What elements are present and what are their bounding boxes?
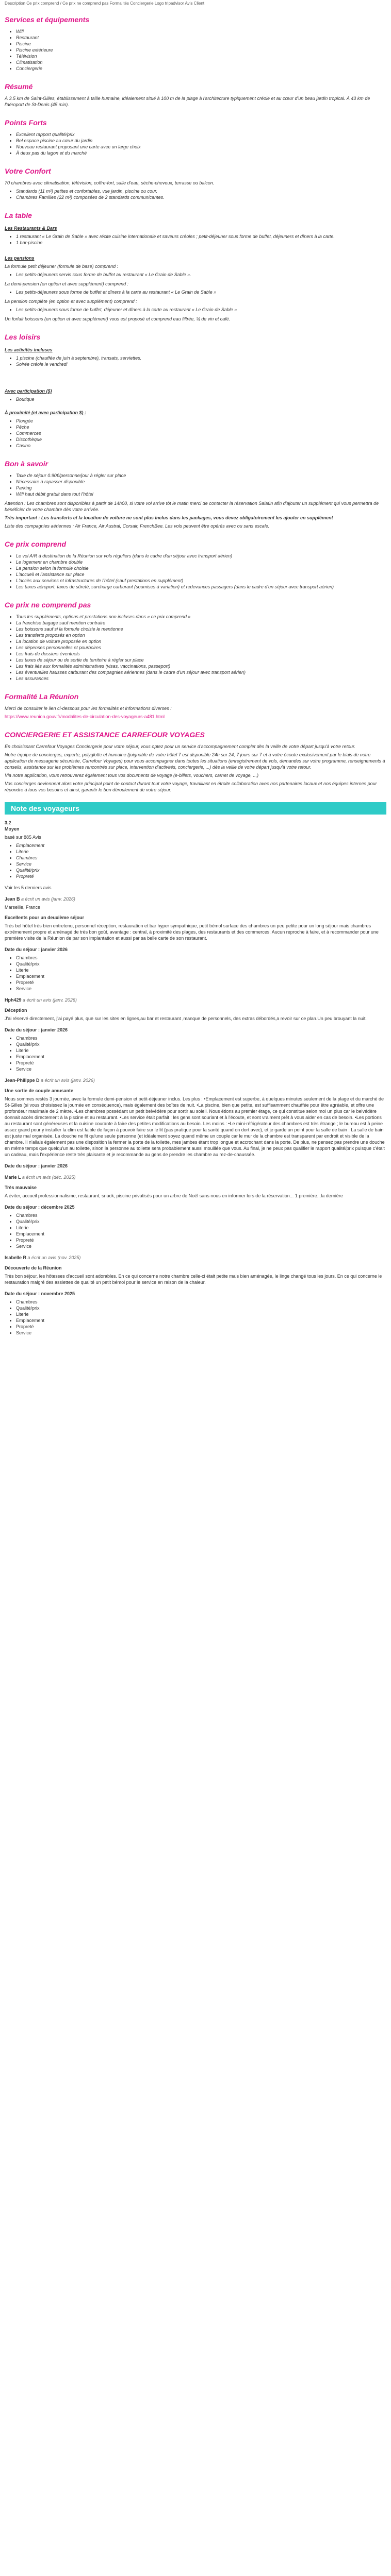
review-text: Très bel hôtel très bien entretenu, personnel réception, restauration et bar hyper sympathique, petit bémol surface des chambres un peu petite pour un long séjour mais chambres extrêmement propre et aménagé de très bon goût, avantage : central, à proximité des plages, des restaurants et des commerces. Aucun reproche à faire, et à recommander pour une première visite de la Réunion de par son implantation et aussi par sa belle carte de son restaurant. — [5, 923, 379, 941]
loisirs-title: Les loisirs — [5, 333, 41, 341]
review-title: Une sortie de couple amusante — [5, 1088, 74, 1093]
review-text: Nous sommes restés 3 journée, avec la formule demi-pension et petit-déjeuner inclus. Les plus : •Emplacement est superbe, à quelques minutes seulement de la plage et du marché de St-Gilles (si vous choisissez la journée en conséquence), mais également des boîtes de nuit. •La piscine, bien que petite, est suffisamment chauffée pour être agréable, et offre une profondeur maximale de 2 mètre. •Les chambres possédant un petit belvédère pour sortir au soleil. Nous étions au premier étage, ce qui constitue selon moi un plus car le belvédère donnait accès directement à la piscine et au restaurant. •Les service était parfait : les gens sont souriant et à l'écoute, et sont vraiment prêt à vous aider en cas de besoin. •Les portions au restaurant sont généreuses et la cuisine courante à faire des petites modifications au besoin. Les moins : •Le mini-réfrigérateur des chambres est très étrange ; le bureau est à peine assez grand pour y installer la clim est faible de façon à pouvoir faire sur le lit (pas pratique pour la santé quand on dort avec), et je garde un point pour la salle de bain : La salle de bain est juste mal organisée. La douche ne fit qu'une seule personne (et idéalement soyez quand même un couple car le mur de la chambre est transparent par endroit et visible de la chambre. Il n'allais également pas une disposition la fermer la porte de la toilette, mes jambes étant trop longue et accrochant dans la porte. De plus, ne pensez pas prendre une douche en même temps que quelqu'un au toilette, sinon la personne au toilette sera probablement aussi mouillée que vous. Au final, je ne peux pas qualifier le rapport qualité/prix puisque c'était un cadeau, mais l'expérience reste très plaisante et je recommande au gens de prendre les chambre au rez-de-chaussée. — [5, 1096, 385, 1157]
review-author-line — [5, 1174, 386, 1180]
list-item: • Service — [16, 1243, 386, 1249]
list-item: • Conciergerie — [16, 65, 386, 72]
loisirs-included-list — [5, 355, 386, 367]
pension-p2-list — [5, 289, 386, 295]
list-item: • Qualité/prix — [16, 1305, 386, 1311]
list-item: • Les petits-déjeuners sous forme de buffet et dîners à la carte au restaurant « Le Grain de Sable » — [16, 289, 386, 295]
review-text: A éviter, accueil professionnalisme, restaurant, snack, piscine privatisés pour un arbre de Noël sans nous en informer lors de la réservation... 1 première...la dernière — [5, 1193, 343, 1198]
concierge-title: CONCIERGERIE ET ASSISTANCE CARREFOUR VOYAGES — [5, 731, 205, 739]
review-date: a écrit un avis (janv. 2026) — [21, 896, 75, 902]
bon-section — [5, 459, 386, 529]
list-item: • Excellent rapport qualité/prix — [16, 131, 386, 138]
list-item: • Propreté — [16, 873, 386, 879]
comprend-title: Ce prix comprend — [5, 540, 67, 548]
review-criteria — [5, 1035, 386, 1072]
comprend-section — [5, 539, 386, 590]
resume-section — [5, 82, 386, 108]
review-card — [5, 896, 386, 992]
list-item: • Propreté — [16, 1324, 386, 1330]
pension-p3-list — [5, 307, 386, 313]
loisirs-prox-subtitle: À proximité (et avec participation $) : — [5, 410, 87, 415]
pension-note: Un forfait boissons (en option et avec supplément) vous est proposé et comprend eau filtrée, ¼ de vin et café. — [5, 316, 231, 321]
confort-list — [5, 188, 386, 200]
list-item: • Standards (11 m²) petites et confortables, vue jardin, piscine ou cour. — [16, 188, 386, 194]
list-item: • Les transferts proposés en option — [16, 632, 386, 638]
review-stay: Date du séjour : janvier 2026 — [5, 1027, 68, 1032]
list-item: • Emplacement — [16, 973, 386, 979]
resume-text: À 3.5 km de Saint-Gilles, établissement à taille humaine, idéalement situé à 100 m de la plage à l'architecture typiquement créole et au cœur d'un beau jardin tropical. À 43 km de l'aéroport de St-Denis (45 min). — [5, 96, 370, 107]
list-item: • Discothèque — [16, 436, 386, 443]
list-item: • Emplacement — [16, 1317, 386, 1324]
review-author: Isabelle R — [5, 1255, 27, 1260]
list-item: • Literie — [16, 1047, 386, 1054]
list-item: • Chambres — [16, 1299, 386, 1305]
review-list — [5, 896, 386, 1336]
list-item: • L'accès aux services et infrastructures de l'hôtel (sauf prestations en supplément) — [16, 578, 386, 584]
bon-attention: Attention : Les chambres sont disponibles à partir de 14h00, si votre vol arrive tôt le matin merci de contacter la réservation Salaün afin d'ajouter un supplément qui vous permettra de bénéficier de votre chambre dès votre arrivée. — [5, 501, 379, 512]
review-date: a écrit un avis (nov. 2025) — [27, 1255, 81, 1260]
list-item: • À deux pas du lagon et du marché — [16, 150, 386, 156]
review-author: Marie L — [5, 1175, 21, 1180]
comprend-list — [5, 553, 386, 590]
list-item: • Service — [16, 986, 386, 992]
formalite-section — [5, 692, 386, 720]
list-item: • Chambres — [16, 855, 386, 861]
restaurants-list — [5, 233, 386, 246]
list-item: • Soirée créole le vendredi — [16, 361, 386, 367]
list-item: • Pêche — [16, 424, 386, 430]
list-item: • Les frais de dossiers éventuels — [16, 651, 386, 657]
loisirs-included-subtitle: Les activités incluses — [5, 347, 53, 352]
list-item: • Service — [16, 1330, 386, 1336]
review-date: a écrit un avis (déc. 2025) — [22, 1175, 76, 1180]
reviews-header-bar: Note des voyageurs — [5, 802, 386, 815]
list-item: • Télévision — [16, 53, 386, 59]
review-author-line — [5, 1255, 386, 1261]
list-item: • Les taxes aéroport, taxes de sûreté, surcharge carburant (soumises à variation) et redevances passagers (dans le cadre d'un séjour avec transport aérien) — [16, 584, 386, 590]
list-item: • Taxe de séjour 0.90€/personne/jour à régler sur place — [16, 472, 386, 479]
pension-p3: La pension complète (en option et avec supplément) comprend : — [5, 299, 137, 304]
list-item: • Le vol A/R à destination de la Réunion sur vols réguliers (dans le cadre d'un séjour avec transport aérien) — [16, 553, 386, 559]
review-level: Moyen — [5, 826, 20, 832]
list-item: • Piscine extérieure — [16, 47, 386, 53]
loisirs-prox-list — [5, 418, 386, 449]
pas-list — [5, 614, 386, 682]
review-author: Hph429 — [5, 997, 22, 1003]
review-stay: Date du séjour : novembre 2025 — [5, 1291, 75, 1296]
list-item: • 1 bar-piscine — [16, 240, 386, 246]
list-item: • Les boissons sauf si la formule choisie le mentionne — [16, 626, 386, 632]
list-item: • Service — [16, 861, 386, 867]
services-title: Services et équipements — [5, 15, 90, 24]
list-item: • Propreté — [16, 1237, 386, 1243]
list-item: • Emplacement — [16, 1054, 386, 1060]
review-date: a écrit un avis (janv. 2026) — [41, 1078, 95, 1083]
resume-title: Résumé — [5, 82, 33, 91]
review-card — [5, 997, 386, 1072]
review-title: Très mauvaise — [5, 1185, 37, 1190]
pension-p2: La demi-pension (en option et avec supplément) comprend : — [5, 281, 129, 286]
list-item: • Literie — [16, 967, 386, 973]
review-date: a écrit un avis (janv. 2026) — [23, 997, 77, 1003]
review-text: J'ai réservé directement, j'ai payé plus, que sur les sites en lignes,au bar et restaurant ,manque de personnels, des extras débordés,a revoir sur ce plan.Un peu brouyant la nuit. — [5, 1016, 367, 1021]
top-nav-text[interactable]: Description Ce prix comprend / Ce prix ne comprend pas Formalités Conciergerie Logo tripadvisor Avis Client — [5, 1, 205, 6]
list-item: • Boutique — [16, 396, 386, 402]
review-score: 3,2 — [5, 820, 11, 825]
list-item: • Nouveau restaurant proposant une carte avec un large choix — [16, 144, 386, 150]
concierge-p1: En choisissant Carrefour Voyages Conciergerie pour votre séjour, vous optez pour un service d'accompagnement complet dès la veille de votre départ jusqu'à votre retour. — [5, 744, 356, 749]
confort-section — [5, 166, 386, 200]
pas-section — [5, 600, 386, 682]
review-stay: Date du séjour : janvier 2026 — [5, 1163, 68, 1168]
concierge-p3: Via notre application, vous retrouverez également tous vos documents de voyage (e-billets, vouchers, carnet de voyage, ...) — [5, 773, 259, 778]
list-item: • Les dépenses personnelles et pourboires — [16, 645, 386, 651]
list-item: • Qualité/prix — [16, 867, 386, 873]
review-author-line — [5, 997, 386, 1003]
forts-title: Points Forts — [5, 118, 47, 127]
list-item: • Qualité/prix — [16, 1218, 386, 1225]
review-card — [5, 1174, 386, 1249]
pas-title: Ce prix ne comprend pas — [5, 601, 91, 609]
list-item: • 1 piscine (chauffée de juin à septembre), transats, serviettes. — [16, 355, 386, 361]
review-author: Jean B — [5, 896, 20, 902]
list-item: • Emplacement — [16, 1231, 386, 1237]
confort-intro: 70 chambres avec climatisation, télévision, coffre-fort, salle d'eau, sèche-cheveux, terrasse ou balcon. — [5, 180, 215, 185]
list-item: • Qualité/prix — [16, 1041, 386, 1047]
review-stay: Date du séjour : décembre 2025 — [5, 1205, 75, 1210]
list-item: • La pension selon la formule choisie — [16, 565, 386, 571]
criteria-list — [5, 842, 386, 879]
bon-title: Bon à savoir — [5, 460, 48, 468]
review-text: Très bon séjour, les hôtesses d'accueil sont adorables. En ce qui concerne notre chambre celle-ci était petite mais bien aménagée, le linge changé tous les jours. En ce qui concerne le restauration malgré des assiettes de qualité un petit bémol pour le service en raison de la chaleur. — [5, 1274, 382, 1285]
concierge-p2: Notre équipe de concierges, experte, polyglotte et humaine (joignable de votre hôtel 7 est disponible 24h sur 24, 7 jours sur 7 et à votre écoute exclusivement par le biais de notre application de messagerie sécurisée, Carrefour Voyages) pour vous accompagner dans toutes les situations (enregistrement de vols, demandes sur votre programme, renseignements à conseils, assistance sur les problèmes rencontrés sur place, intervention d'activités, conciergerie, ...) dès la veille de votre départ jusqu'à votre retour. — [5, 752, 385, 770]
list-item: • Casino — [16, 443, 386, 449]
list-item: • Propreté — [16, 979, 386, 986]
list-item: • Les petits-déjeuners sous forme de buffet, déjeuner et dîners à la carte au restaurant « Le Grain de Sable » — [16, 307, 386, 313]
list-item: • Parking — [16, 485, 386, 491]
table-section — [5, 211, 386, 322]
table-title: La table — [5, 211, 32, 219]
pension-p1-list — [5, 272, 386, 278]
list-item: • Chambres — [16, 1212, 386, 1218]
review-author-line — [5, 896, 386, 902]
formalite-link[interactable]: https://www.reunion.gouv.fr/modalites-de-circulation-des-voyageurs-a481.html — [5, 714, 165, 719]
list-item: • Chambres Familles (22 m²) composées de 2 standards communicantes. — [16, 194, 386, 200]
restaurants-subtitle: Les Restaurants & Bars — [5, 226, 57, 231]
list-item: • Literie — [16, 1225, 386, 1231]
formalite-text: Merci de consulter le lien ci-dessous pour les formalités et informations diverses : — [5, 706, 172, 711]
loisirs-payant-subtitle: Avec participation ($) — [5, 388, 52, 394]
list-item: • Les éventuelles hausses carburant des compagnies aériennes (dans le cadre d'un séjour avec transport aérien) — [16, 669, 386, 675]
concierge-p4: Vos concierges deviennent alors votre principal point de contact durant tout votre voyage, travaillant en étroite collaboration avec nos partenaires locaux et nos équipes internes pour répondre à tous vos besoins et ainsi, garantir le bon déroulement de votre séjour. — [5, 781, 377, 792]
list-item: • La franchise bagage sauf mention contraire — [16, 620, 386, 626]
review-card — [5, 1255, 386, 1336]
list-item: • Commerces — [16, 430, 386, 436]
list-item: • Restaurant — [16, 35, 386, 41]
forts-list — [5, 131, 386, 156]
list-item: • Bel espace piscine au cœur du jardin — [16, 138, 386, 144]
list-item: • Emplacement — [16, 842, 386, 849]
list-item: • Wifi haut débit gratuit dans tout l'hôtel — [16, 491, 386, 497]
review-title: Déception — [5, 1008, 27, 1013]
confort-title: Votre Confort — [5, 167, 51, 175]
pension-p1: La formule petit déjeuner (formule de base) comprend : — [5, 264, 119, 269]
review-title: Excellents pour un deuxième séjour — [5, 915, 85, 920]
list-item: • Wifi — [16, 28, 386, 35]
review-count: basé sur 885 Avis — [5, 835, 41, 840]
list-item: • Piscine — [16, 41, 386, 47]
list-item: • Chambres — [16, 955, 386, 961]
review-card — [5, 1077, 386, 1169]
list-item: • Les petits-déjeuners servis sous forme de buffet au restaurant « Le Grain de Sable ». — [16, 272, 386, 278]
services-list — [5, 28, 386, 72]
review-author: Jean-Philippe D — [5, 1078, 40, 1083]
list-item: • Service — [16, 1066, 386, 1072]
list-item: • Les taxes de séjour ou de sortie de territoire à régler sur place — [16, 657, 386, 663]
review-criteria — [5, 1212, 386, 1249]
review-author-line — [5, 1077, 386, 1083]
services-section — [5, 15, 386, 72]
formalite-title: Formalité La Réunion — [5, 692, 79, 701]
list-item: • Propreté — [16, 1060, 386, 1066]
forts-section — [5, 118, 386, 156]
list-item: • L'accueil et l'assistance sur place — [16, 571, 386, 578]
list-item: • Plongée — [16, 418, 386, 424]
list-item: • Chambres — [16, 1035, 386, 1041]
view-reviews-link[interactable]: Voir les 5 derniers avis — [5, 885, 52, 890]
bon-compagnies: Liste des compagnies aériennes : Air France, Air Austral, Corsair, FrenchBee. Les vols peuvent être opérés avec ou sans escale. — [5, 523, 270, 529]
list-item: • La location de voiture proposée en option — [16, 638, 386, 645]
review-stay: Date du séjour : janvier 2026 — [5, 947, 68, 952]
bon-list — [5, 472, 386, 497]
list-item: • Literie — [16, 849, 386, 855]
concierge-section — [5, 730, 386, 793]
list-item: • Les assurances — [16, 675, 386, 682]
list-item: • Le logement en chambre double — [16, 559, 386, 565]
list-item: • Literie — [16, 1311, 386, 1317]
pensions-subtitle: Les pensions — [5, 256, 35, 261]
loisirs-section — [5, 332, 386, 449]
page — [0, 1, 391, 1336]
review-location: Marseille, France — [5, 905, 41, 910]
list-item: • Les frais liés aux formalités administratives (visas, vaccinations, passeport) — [16, 663, 386, 669]
review-criteria — [5, 955, 386, 992]
list-item: • Tous les suppléments, options et prestations non incluses dans « ce prix comprend » — [16, 614, 386, 620]
review-criteria — [5, 1299, 386, 1336]
list-item: • Nécessaire à rapasser disponible — [16, 479, 386, 485]
loisirs-payant-list — [5, 396, 386, 402]
review-title: Découverte de la Réunion — [5, 1265, 62, 1270]
reviews-section — [5, 820, 386, 1336]
list-item: • Climatisation — [16, 59, 386, 65]
bon-important: Très important : Les transferts et la location de voiture ne sont plus inclus dans les packages, vous devez obligatoirement les ajouter en supplément — [5, 515, 333, 520]
list-item: • Qualité/prix — [16, 961, 386, 967]
list-item: • 1 restaurant « Le Grain de Sable » avec récite cuisine internationale et saveurs créoles ; petit-déjeuner sous forme de buffet, déjeuners et dîners à la carte. — [16, 233, 386, 240]
